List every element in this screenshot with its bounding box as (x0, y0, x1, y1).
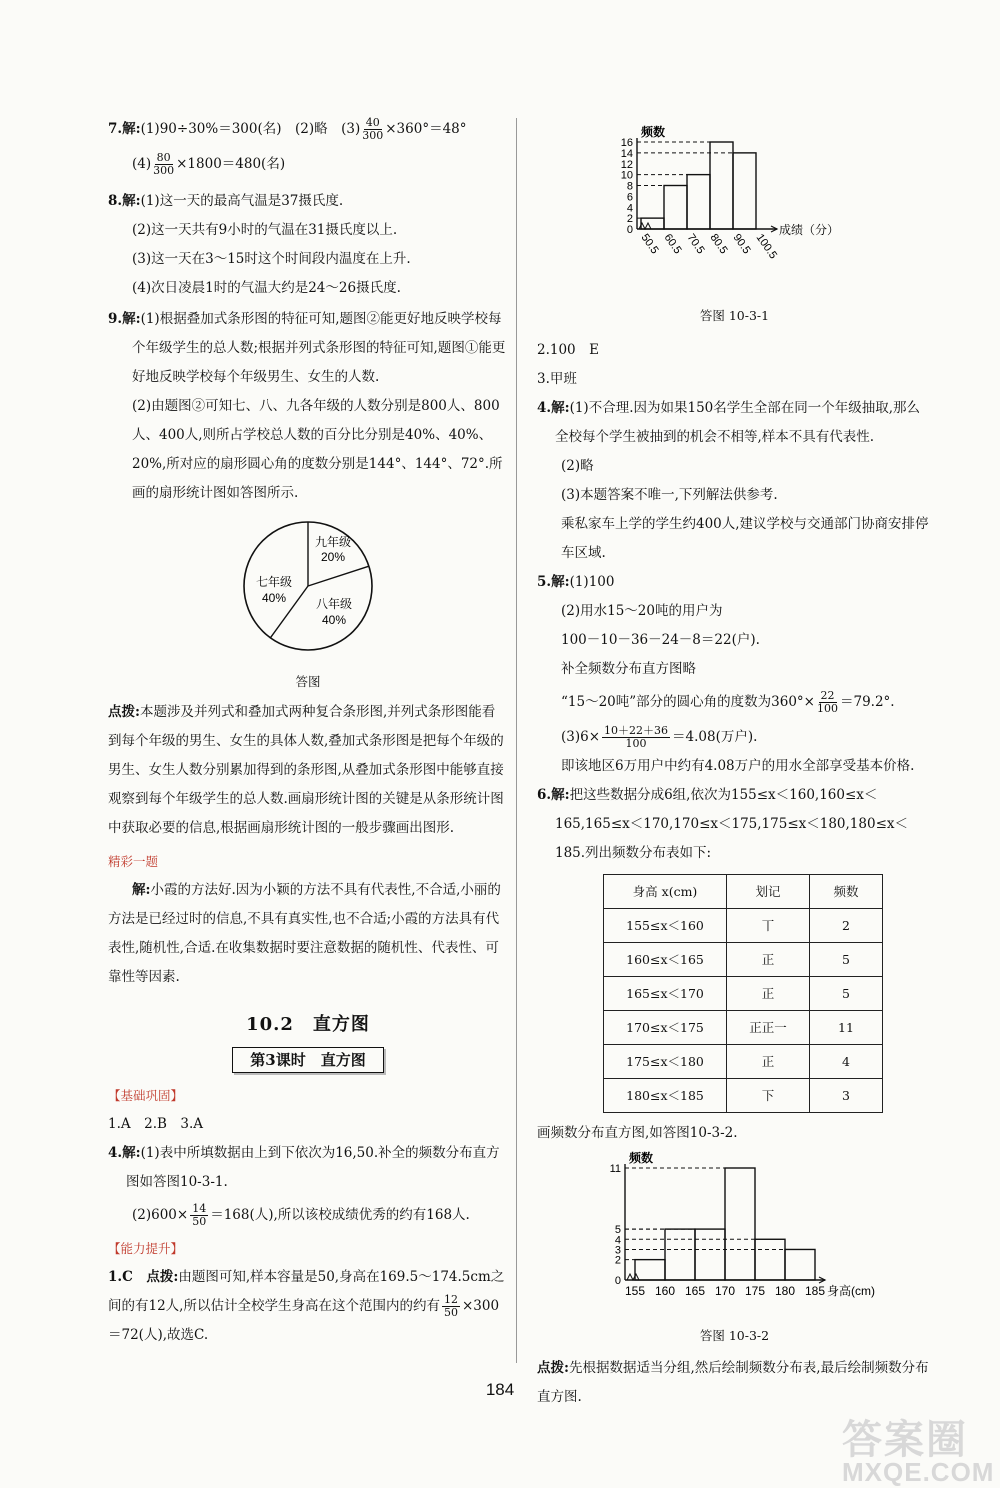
q4-number: 4. (108, 1145, 123, 1161)
q5-line7: 即该地区6万用户中约有4.08万户的用水全部享受基本价格. (561, 758, 915, 774)
nengli-answer (108, 1263, 508, 1350)
col-header-tally: 划记 (727, 875, 810, 909)
fraction (602, 725, 670, 750)
tip-text: 本题涉及并列式和叠加式两种复合条形图,并列式条形图能看到每个年级的男生、女生的具体人数,叠加式条形图是把每个年级的男生、女生人数分别累加得到的条形图,从叠加式条形图中能够直接观察到每个年级学生的总人数.画扇形统计图的关键是从条形统计图中获取必要的信息,根据画扇形统计图的一般步骤画出图形. (108, 704, 504, 836)
x-tick-label: 80.5 (707, 231, 730, 257)
q5-line2: (2)用水15～20吨的用户为 (561, 603, 723, 619)
q9-para1 (108, 305, 508, 392)
x-tick-label: 165 (684, 1284, 706, 1298)
q6-text: 把这些数据分成6组,依次为155≤x＜160,160≤x＜165,165≤x＜170,170≤x＜175,175≤x＜180,180≤x＜185.列出频数分布表如下: (555, 787, 909, 861)
histogram-bar (733, 153, 756, 229)
y-tick-label: 4 (614, 1234, 621, 1247)
q5-line3: 100－10－36－24－8＝22(户). (561, 632, 760, 648)
cell-tally: 丅 (727, 909, 810, 943)
cell-range: 155≤x＜160 (604, 909, 727, 943)
frac-num: 80 (156, 151, 171, 164)
x-tick-label: 50.5 (638, 231, 661, 257)
watermark-line1: 答案圈 (842, 1418, 968, 1462)
answer-3: 3.甲班 (537, 371, 577, 387)
frac-den: 300 (362, 129, 384, 142)
cell-count: 11 (810, 1011, 883, 1045)
table-row (604, 909, 883, 943)
x-axis-label: 成绩（分） (779, 223, 840, 237)
cell-range: 180≤x＜185 (604, 1079, 727, 1113)
y-axis-label: 频数 (641, 125, 666, 139)
pie-label-grade8: 八年级 (315, 597, 353, 611)
cell-tally: 正正一 (727, 1011, 810, 1045)
y-tick-label: 8 (626, 180, 633, 193)
q5-line1 (537, 568, 932, 597)
q9-text1: (1)根据叠加式条形图的特征可知,题图②能更好地反映学校每个年级学生的总人数;根据并列式条形图的特征可知,题图①能更好地反映学校每个年级男生、女生的人数. (132, 311, 506, 385)
q7-line1 (108, 115, 508, 144)
table-row (604, 1011, 883, 1045)
rq4-head: 解: (551, 400, 570, 416)
q4-text1: (1)表中所填数据由上到下依次为16,50.补全的频数分布直方图如答图10-3-1. (126, 1145, 500, 1190)
frac-den: 50 (443, 1306, 458, 1319)
col-header-frequency: 频数 (810, 875, 883, 909)
q4-part2-post: ＝168(人),所以该校成绩优秀的约有168人. (210, 1207, 470, 1223)
x-tick-label: 185 (804, 1284, 826, 1298)
table-row (604, 1045, 883, 1079)
x-tick-label: 160 (654, 1284, 676, 1298)
q8-line3: (3)这一天在3～15时这个时间段内温度在上升. (132, 251, 411, 267)
pie-label-grade7: 七年级 (255, 575, 293, 589)
q8-text1: (1)这一天的最高气温是37摄氏度. (140, 193, 344, 209)
jichu-answers: 1.A 2.B 3.A (108, 1116, 204, 1132)
histogram-1-figure (607, 124, 932, 295)
pie-pct-grade8: 40% (321, 613, 347, 627)
q8-head: 解: (122, 193, 141, 209)
fraction (153, 152, 174, 177)
pie-divider (308, 566, 369, 586)
x-tick-label: 175 (744, 1284, 766, 1298)
watermark-line2: MXQE.COM (842, 1457, 995, 1487)
x-tick-label: 100.5 (753, 231, 780, 262)
pie-label-grade9: 九年级 (314, 535, 352, 549)
jingcai-head: 解: (132, 882, 151, 898)
y-tick-label: 12 (620, 158, 633, 171)
rtip-text: 先根据数据适当分组,然后绘制频数分布表,最后绘制频数分布直方图. (537, 1360, 929, 1405)
frac-num: 22 (820, 689, 835, 702)
q5-number: 5. (537, 574, 552, 590)
lesson-title: 第3课时 直方图 (232, 1047, 384, 1073)
q7-number: 7. (108, 121, 123, 137)
pie-caption: 答图 (295, 674, 321, 689)
frequency-table (603, 874, 883, 1113)
x-tick-label: 60.5 (661, 231, 684, 257)
cell-tally: 正 (727, 1045, 810, 1079)
x-tick-label: 170 (714, 1284, 736, 1298)
table-row (604, 943, 883, 977)
fraction (362, 117, 383, 142)
jichu-q4-part2 (108, 1201, 508, 1230)
y-tick-label: 6 (626, 191, 633, 204)
cell-range: 170≤x＜175 (604, 1011, 727, 1045)
x-axis-label: 身高(cm) (827, 1284, 875, 1298)
section-tag-nengli: 【能力提升】 (108, 1241, 184, 1256)
frac-den: 300 (153, 164, 175, 177)
cell-count: 2 (810, 909, 883, 943)
cell-count: 4 (810, 1045, 883, 1079)
cell-tally: 正 (727, 977, 810, 1011)
rtip-head: 点拨: (537, 1360, 569, 1376)
table-row (604, 977, 883, 1011)
q9-para2: (2)由题图②可知七、八、九各年级的人数分别是800人、800人、400人,则所占学校总人数的百分比分别是40%、40%、20%,所对应的扇形圆心角的度数分别是144°、144°、72°.所画的扇形统计图如答图所示. (132, 398, 503, 501)
section-tag-jingcai: 精彩一题 (108, 854, 159, 869)
q6-after: 画频数分布直方图,如答图10-3-2. (537, 1125, 738, 1141)
q8-line4: (4)次日凌晨1时的气温大约是24～26摄氏度. (132, 280, 401, 296)
q4-para1 (537, 394, 932, 452)
x-tick-label: 180 (774, 1284, 796, 1298)
jingcai-answer (108, 876, 508, 992)
histogram-1-caption: 答图 10-3-1 (699, 308, 770, 323)
y-tick-label: 16 (620, 137, 633, 149)
histogram-bar (695, 1229, 725, 1280)
y-tick-label: 3 (614, 1244, 621, 1257)
q4-head: 解: (122, 1145, 141, 1161)
q8-line1 (108, 187, 508, 216)
y-tick-label: 5 (614, 1224, 621, 1237)
q7-part3-pre: (3) (341, 121, 361, 137)
rq4-number: 4. (537, 400, 552, 416)
histogram-bar (725, 1168, 755, 1280)
q7-head: 解: (122, 121, 141, 137)
q7-part4-post: ×1800＝480(名) (176, 156, 286, 172)
watermark-logo (842, 1408, 994, 1488)
jichu-q4 (108, 1139, 508, 1197)
cell-count: 5 (810, 943, 883, 977)
section-tag-jichu: 【基础巩固】 (108, 1088, 184, 1103)
nengli-head: 点拨: (146, 1269, 179, 1285)
q8-line2: (2)这一天共有9小时的气温在31摄氏度以上. (132, 222, 398, 238)
histogram-bar (687, 175, 710, 229)
histogram-bar (665, 1229, 695, 1280)
table-row (604, 1079, 883, 1113)
q7-part1: (1)90÷30%＝300(名) (140, 121, 282, 137)
histogram-bar (755, 1239, 785, 1280)
y-tick-label: 2 (614, 1254, 621, 1267)
page-number: 184 (485, 1380, 515, 1399)
q5-head: 解: (551, 574, 570, 590)
y-tick-label: 11 (609, 1163, 621, 1175)
cell-range: 160≤x＜165 (604, 943, 727, 977)
fraction (817, 690, 838, 715)
jingcai-text: 小霞的方法好.因为小颖的方法不具有代表性,不合适,小丽的方法是已经过时的信息,不具有真实性,也不合适;小霞的方法具有代表性,随机性,合适.在收集数据时要注意数据的随机性、代表性、可靠性等因素. (108, 882, 501, 985)
y-axis-label: 频数 (629, 1151, 654, 1165)
frac-num: 14 (192, 1202, 207, 1215)
histogram-2-figure (593, 1150, 932, 1321)
q6-number: 6. (537, 787, 552, 803)
q7-part3-post: ×360°＝48° (385, 121, 467, 137)
q7-part2: (2)略 (295, 121, 328, 137)
frac-num: 40 (365, 116, 380, 129)
pie-chart (238, 516, 378, 656)
nengli-number: 1.C (108, 1269, 133, 1285)
section-title: 10.2 直方图 (246, 1014, 370, 1035)
q9-number: 9. (108, 311, 123, 327)
col-header-height: 身高 x(cm) (604, 875, 727, 909)
y-tick-label: 10 (620, 169, 633, 182)
y-tick-label: 0 (626, 224, 633, 236)
right-column (537, 124, 932, 1412)
pie-pct-grade7: 40% (261, 591, 287, 605)
y-tick-label: 0 (614, 1275, 621, 1287)
fraction (442, 1294, 460, 1319)
table-header-row (604, 875, 883, 909)
x-tick-label: 90.5 (730, 231, 753, 257)
column-divider (516, 118, 517, 1363)
q4-part2-pre: (2)600× (132, 1207, 189, 1223)
y-tick-label: 2 (626, 213, 633, 226)
frac-den: 50 (192, 1215, 207, 1228)
histogram-1 (607, 124, 857, 284)
left-column (108, 115, 508, 1350)
x-tick-label: 70.5 (684, 231, 707, 257)
tip-head: 点拨: (108, 704, 140, 720)
pie-pct-grade9: 20% (320, 550, 346, 564)
axis-break-mark (627, 1274, 639, 1280)
q6-intro (537, 781, 932, 868)
cell-count: 3 (810, 1079, 883, 1113)
rq4-text1: (1)不合理.因为如果150名学生全部在同一个年级抽取,那么全校每个学生被抽到的机会不相等,样本不具有代表性. (555, 400, 921, 445)
q8-number: 8. (108, 193, 123, 209)
q7-part4-pre: (4) (132, 156, 152, 172)
frac-num: 12 (443, 1293, 458, 1306)
q9-tip (108, 698, 508, 843)
answer-2: 2.100 E (537, 342, 600, 358)
cell-tally: 下 (727, 1079, 810, 1113)
x-tick-label: 155 (624, 1284, 646, 1298)
histogram-bar (710, 142, 733, 229)
q5-text1: (1)100 (569, 574, 615, 590)
frac-num: 10＋22＋36 (604, 724, 669, 737)
frac-den: 100 (625, 737, 647, 750)
q5-l6-pre: (3)6× (561, 729, 601, 745)
q6-head: 解: (551, 787, 570, 803)
q5-l5-post: ＝79.2°. (840, 694, 895, 710)
q4-para2: (2)略 (561, 458, 594, 474)
cell-count: 5 (810, 977, 883, 1011)
y-tick-label: 14 (620, 147, 633, 160)
frac-den: 100 (817, 702, 838, 715)
q9-head: 解: (122, 311, 141, 327)
cell-range: 175≤x＜180 (604, 1045, 727, 1079)
nengli-post: ×300＝72(人),故选C. (108, 1298, 500, 1343)
q5-line6 (537, 723, 932, 752)
histogram-bar (785, 1249, 815, 1280)
fraction (190, 1203, 208, 1228)
cell-tally: 正 (727, 943, 810, 977)
q5-l6-post: ＝4.08(万户). (672, 729, 758, 745)
cell-range: 165≤x＜170 (604, 977, 727, 1011)
pie-chart-figure (108, 516, 508, 696)
q5-l5-pre: “15～20吨”部分的圆心角的度数为360°× (561, 694, 815, 710)
histogram-bar (664, 186, 687, 230)
y-tick-label: 4 (626, 202, 633, 215)
q7-line2 (108, 150, 508, 179)
histogram-2 (593, 1150, 893, 1310)
q4-para4: 乘私家车上学的学生约400人,建议学校与交通部门协商安排停车区域. (561, 516, 929, 561)
q5-line4: 补全频数分布直方图略 (561, 661, 696, 677)
q5-line5 (537, 688, 932, 717)
q4-para3: (3)本题答案不唯一,下列解法供参考. (561, 487, 778, 503)
nengli-text: 由题图可知,样本容量是50,身高在169.5～174.5cm之间的有12人,所以估计全校学生身高在这个范围内的约有 (108, 1269, 505, 1314)
histogram-bar (635, 1260, 665, 1280)
histogram-2-caption: 答图 10-3-2 (699, 1328, 770, 1343)
